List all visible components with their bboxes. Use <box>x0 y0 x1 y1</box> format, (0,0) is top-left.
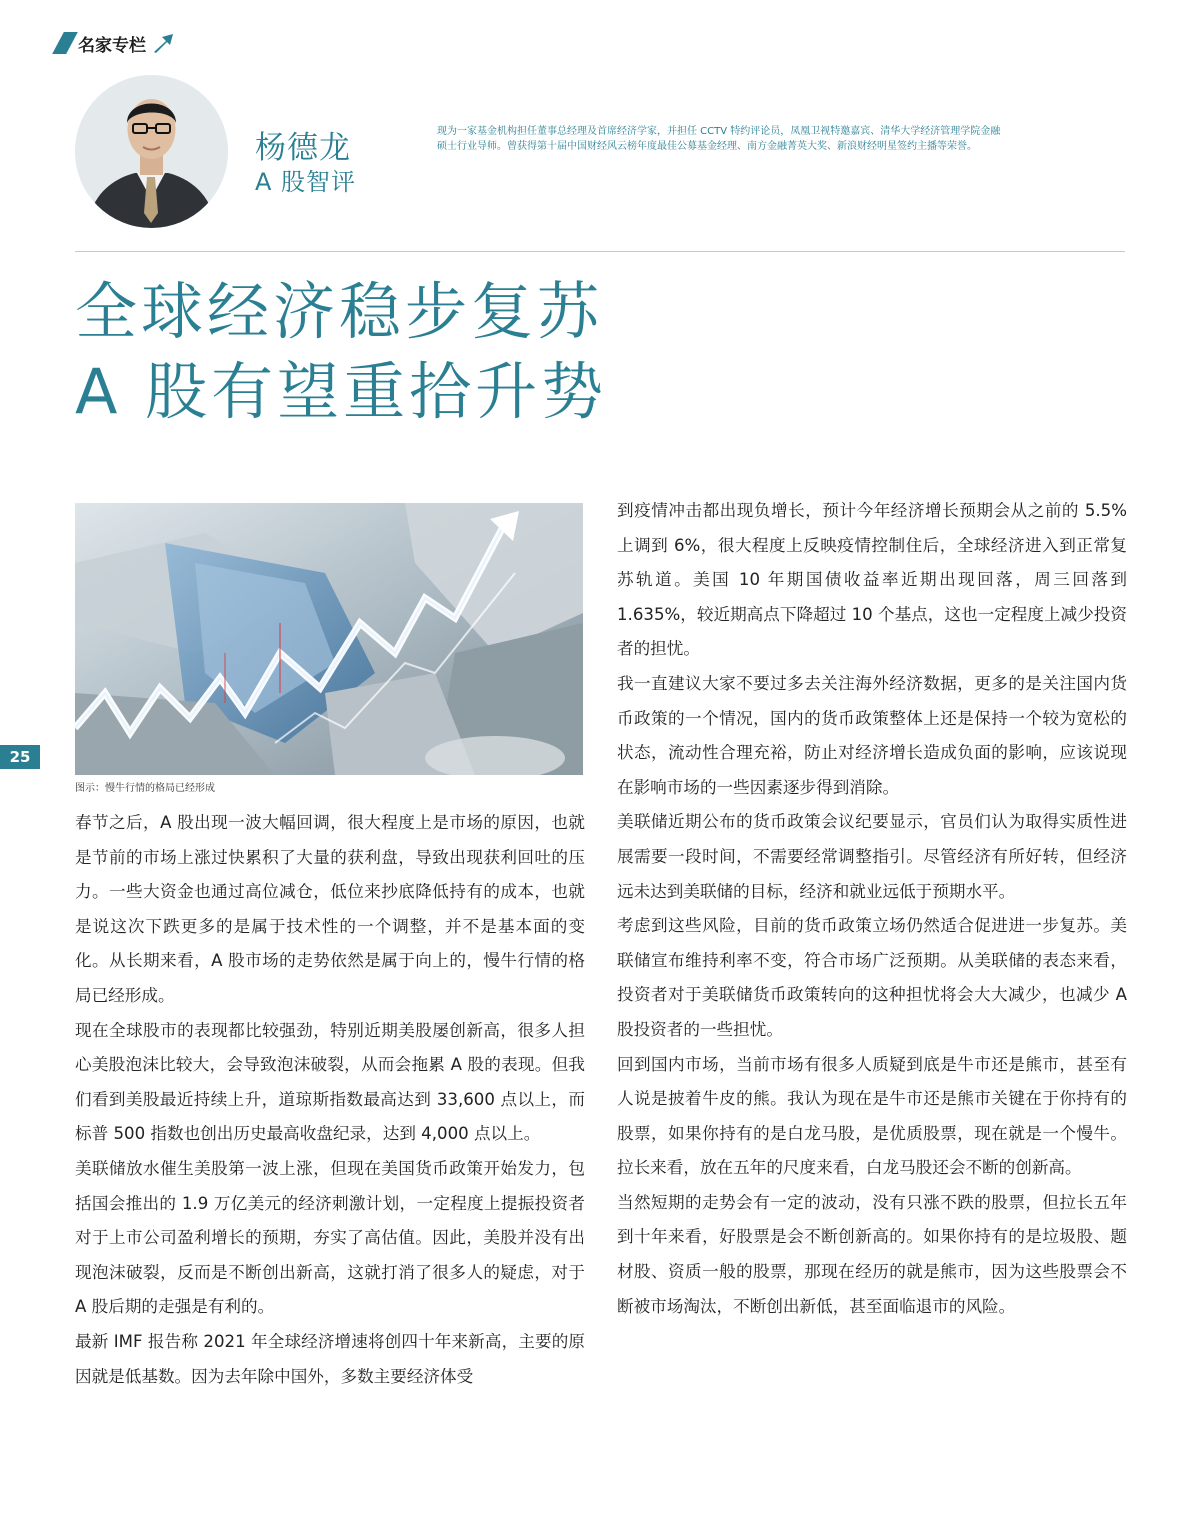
page-number: 25 <box>0 745 40 769</box>
section-tag <box>58 30 174 56</box>
paragraph: 考虑到这些风险，目前的货币政策立场仍然适合促进进一步复苏。美联储宣布维持利率不变，符合市场广泛预期。从美联储的表态来看，投资者对于美联储货币政策转向的这种担忧将会大大减少，也减少 A 股投资者的一些担忧。 <box>617 916 1127 1039</box>
author-avatar <box>75 75 228 228</box>
article-column-left <box>75 806 585 1394</box>
article-photo <box>75 503 583 775</box>
author-bio: 现为一家基金机构担任董事总经理及首席经济学家，并担任 CCTV 特约评论员，凤凰卫视特邀嘉宾、清华大学经济管理学院金融硕士行业导师。曾获得第十届中国财经风云榜年度最佳公募基金经理、南方金融菁英大奖、新浪财经明星签约主播等荣誉。 <box>437 126 1001 152</box>
paragraph: 当然短期的走势会有一定的波动，没有只涨不跌的股票，但拉长五年到十年来看，好股票是会不断创新高的。如果你持有的是垃圾股、题材股、资质一般的股票，那现在经历的就是熊市，因为这些股票会不断被市场淘汰，不断创出新低，甚至面临退市的风险。 <box>617 1192 1127 1316</box>
author-name: 杨德龙 <box>255 130 351 166</box>
column-name: A 股智评 <box>255 168 357 196</box>
paragraph: 最新 IMF 报告称 2021 年全球经济增速将创四十年来新高，主要的原因就是低基数。因为去年除中国外，多数主要经济体受 <box>75 1331 585 1386</box>
paragraph: 美联储近期公布的货币政策会议纪要显示，官员们认为取得实质性进展需要一段时间，不需要经常调整指引。尽管经济有所好转，但经济远未达到美联储的目标，经济和就业远低于预期水平。 <box>617 812 1127 901</box>
article-headline <box>75 272 1075 432</box>
headline-line-2: A 股有望重拾升势 <box>75 355 608 428</box>
header-divider <box>75 251 1125 252</box>
paragraph: 现在全球股市的表现都比较强劲，特别近期美股屡创新高，很多人担心美股泡沫比较大，会导致泡沫破裂，从而会拖累 A 股的表现。但我们看到美股最近持续上升，道琼斯指数最高达到 33,600 点以上，而标普 500 指数也创出历史最高收盘纪录，达到 4,000 点以上。 <box>75 1020 585 1144</box>
article-column-right <box>617 494 1127 1324</box>
photo-caption: 图示：慢牛行情的格局已经形成 <box>75 783 215 794</box>
paragraph: 我一直建议大家不要过多去关注海外经济数据，更多的是关注国内货币政策的一个情况，国内的货币政策整体上还是保持一个较为宽松的状态，流动性合理充裕，防止对经济增长造成负面的影响，应该说现在影响市场的一些因素逐步得到消除。 <box>617 673 1127 797</box>
paragraph: 到疫情冲击都出现负增长，预计今年经济增长预期会从之前的 5.5% 上调到 6%，很大程度上反映疫情控制住后，全球经济进入到正常复苏轨道。美国 10 年期国债收益率近期出现回落，周三回落到 1.635%，较近期高点下降超过 10 个基点，这也一定程度上减少投资者的担忧。 <box>617 501 1127 659</box>
arrow-up-right-icon <box>152 33 174 53</box>
slash-icon <box>52 32 78 54</box>
paragraph: 美联储放水催生美股第一波上涨，但现在美国货币政策开始发力，包括国会推出的 1.9 万亿美元的经济刺激计划，一定程度上提振投资者对于上市公司盈利增长的预期，夯实了高估值。因此，美股并没有出现泡沫破裂，反而是不断创出新高，这就打消了很多人的疑虑，对于 A 股后期的走强是有利的。 <box>75 1158 585 1317</box>
paragraph: 回到国内市场，当前市场有很多人质疑到底是牛市还是熊市，甚至有人说是披着牛皮的熊。我认为现在是牛市还是熊市关键在于你持有的股票，如果你持有的是白龙马股，是优质股票，现在就是一个慢牛。拉长来看，放在五年的尺度来看，白龙马股还会不断的创新高。 <box>617 1054 1127 1178</box>
paragraph: 春节之后，A 股出现一波大幅回调，很大程度上是市场的原因，也就是节前的市场上涨过快累积了大量的获利盘，导致出现获利回吐的压力。一些大资金也通过高位减仓，低位来抄底降低持有的成本，也就是说这次下跌更多的是属于技术性的一个调整，并不是基本面的变化。从长期来看，A 股市场的走势依然是属于向上的，慢牛行情的格局已经形成。 <box>75 813 585 1005</box>
section-label: 名家专栏 <box>78 35 146 56</box>
headline-line-1: 全球经济稳步复苏 <box>75 275 604 348</box>
